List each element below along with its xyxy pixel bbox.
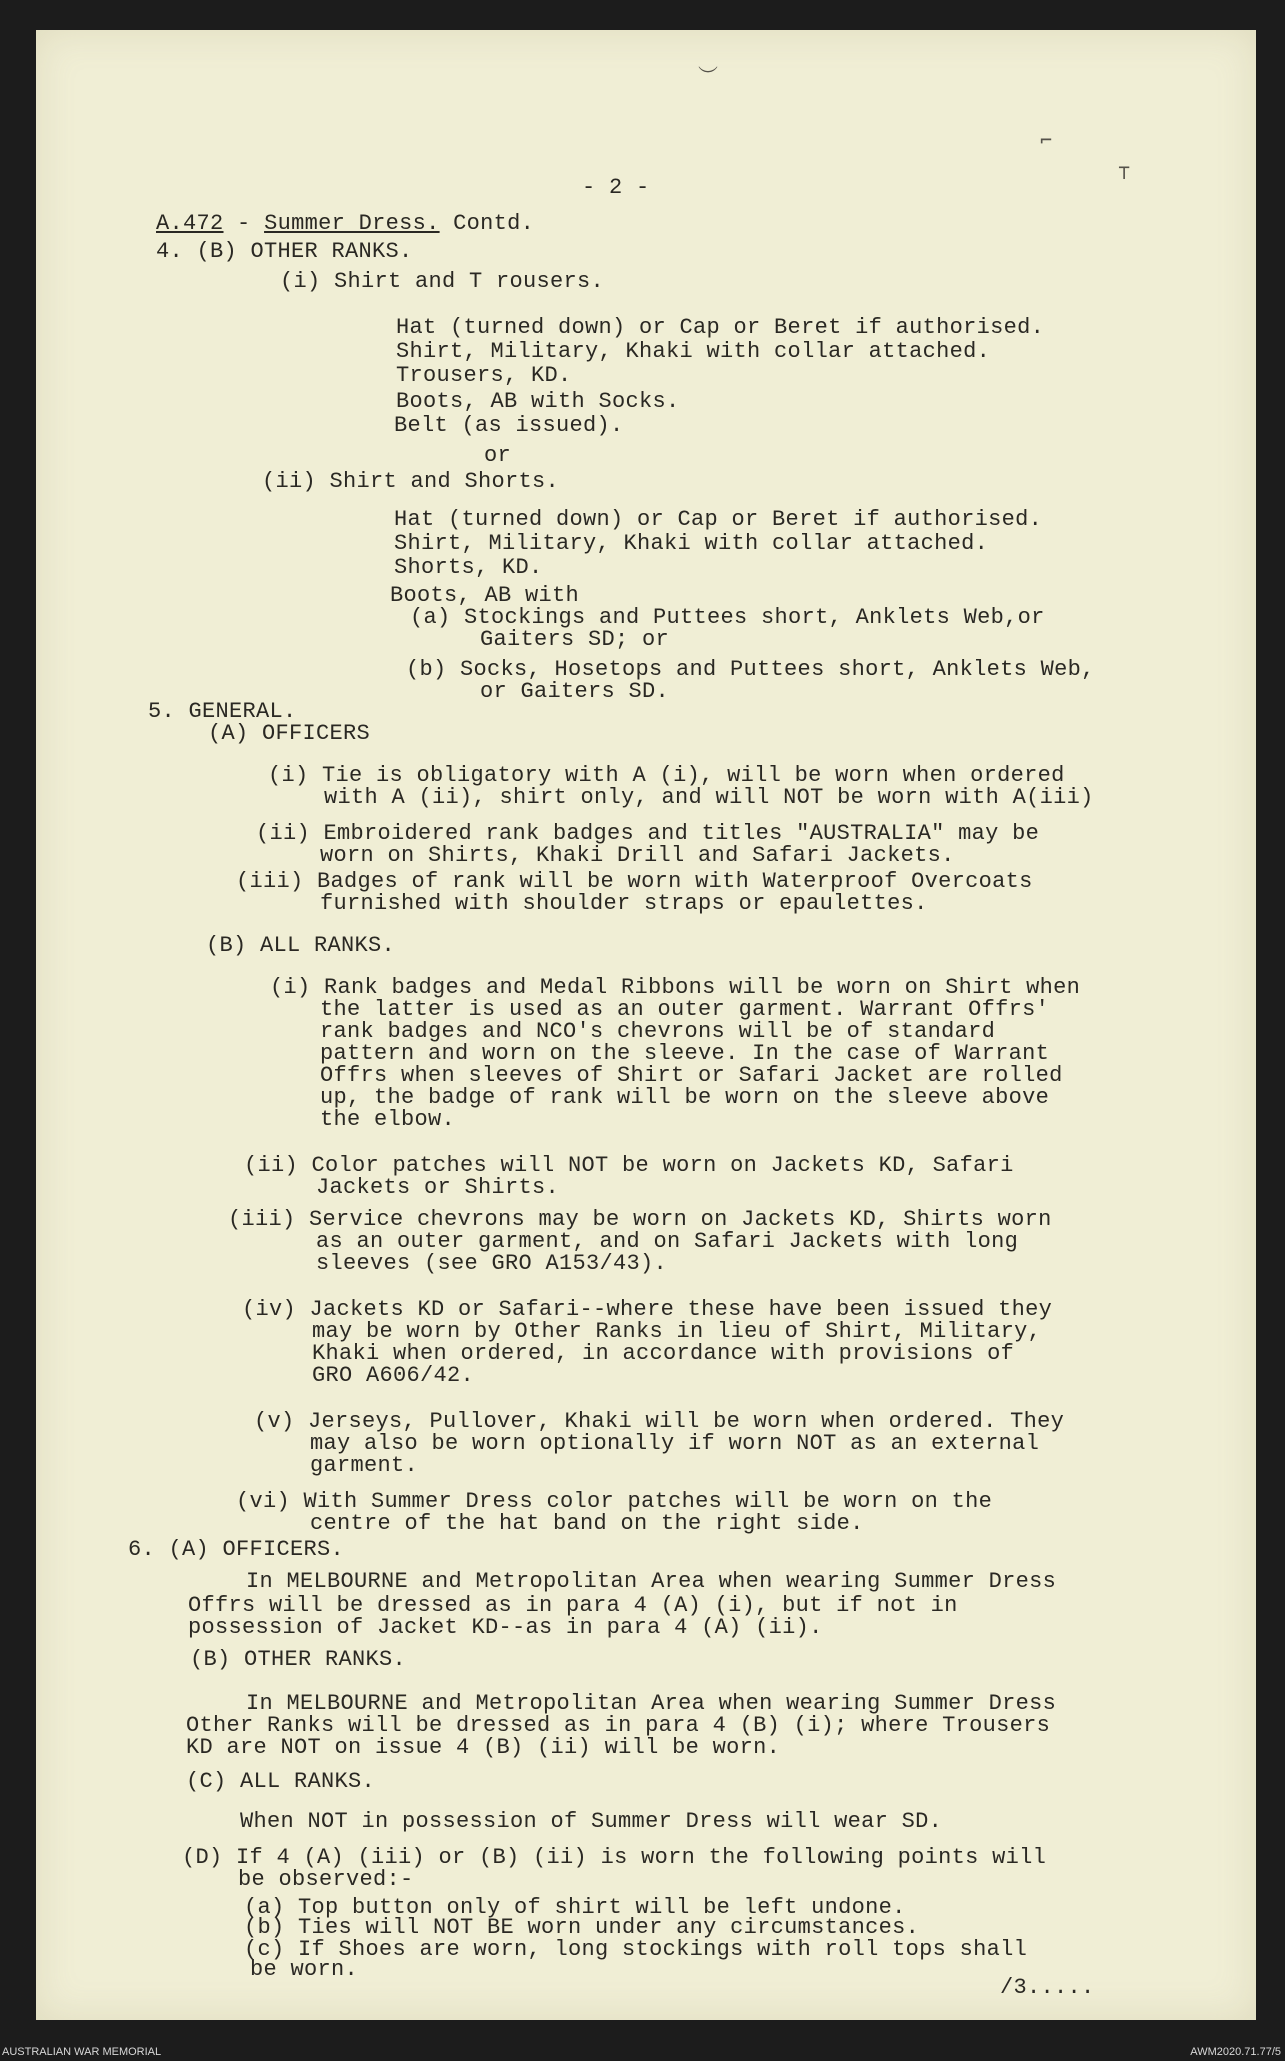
heading-title: Summer Dress.	[264, 211, 440, 236]
text-line: or Gaiters SD.	[480, 679, 670, 704]
text-line: (B) ALL RANKS.	[206, 933, 396, 958]
text-line: (i) Rank badges and Medal Ribbons will be worn on Shirt when	[270, 975, 1081, 1000]
text-line: worn on Shirts, Khaki Drill and Safari Jackets.	[320, 843, 955, 868]
text-line: Shirt, Military, Khaki with collar attached.	[394, 531, 989, 556]
text-line: garment.	[310, 1453, 419, 1478]
text-line: possession of Jacket KD--as in para 4 (A) (ii).	[188, 1615, 823, 1640]
text-line: furnished with shoulder straps or epaulettes.	[320, 891, 928, 916]
text-line: 5. GENERAL.	[148, 699, 297, 724]
text-line: Jackets or Shirts.	[316, 1175, 560, 1200]
text-line: (C) ALL RANKS.	[186, 1769, 376, 1794]
text-line: GRO A606/42.	[312, 1363, 475, 1388]
text-line: Shirt, Military, Khaki with collar attached.	[396, 339, 991, 364]
text-line: (v) Jerseys, Pullover, Khaki will be worn when ordered. They	[254, 1409, 1065, 1434]
text-line: Boots, AB with	[390, 583, 580, 608]
text-line: Offrs will be dressed as in para 4 (A) (i), but if not in	[188, 1593, 958, 1618]
text-line: (ii) Shirt and Shorts.	[262, 469, 560, 494]
text-line: In MELBOURNE and Metropolitan Area when wearing Summer Dress	[246, 1691, 1057, 1716]
text-line: Belt (as issued).	[394, 413, 624, 438]
text-line: (ii) Embroidered rank badges and titles "AUSTRALIA" may be	[256, 821, 1040, 846]
text-line: pattern and worn on the sleeve. In the case of Warrant	[320, 1041, 1050, 1066]
pencil-mark: ⌐	[1040, 128, 1053, 152]
text-line: (ii) Color patches will NOT be worn on Jackets KD, Safari	[244, 1153, 1014, 1178]
text-line: sleeves (see GRO A153/43).	[316, 1251, 668, 1276]
footer-right: AWM2020.71.77/5	[1190, 2046, 1281, 2058]
text-line: KD are NOT on issue 4 (B) (ii) will be worn.	[186, 1735, 781, 1760]
text-line: Trousers, KD.	[396, 363, 572, 388]
text-line: (iii) Service chevrons may be worn on Jackets KD, Shirts worn	[228, 1207, 1052, 1232]
text-line: rank badges and NCO's chevrons will be of standard	[320, 1019, 996, 1044]
heading-dash: -	[237, 211, 251, 236]
text-line: (b) Ties will NOT BE worn under any circumstances.	[244, 1915, 920, 1940]
text-line: (iii) Badges of rank will be worn with Waterproof Overcoats	[236, 869, 1033, 894]
footer-left: AUSTRALIAN WAR MEMORIAL	[2, 2046, 162, 2058]
text-line: the elbow.	[320, 1107, 456, 1132]
text-line: be observed:-	[238, 1867, 414, 1892]
text-line: /3.....	[1000, 1975, 1095, 2000]
text-line: be worn.	[250, 1957, 359, 1982]
heading-ref: A.472	[156, 211, 224, 236]
text-line: as an outer garment, and on Safari Jackets with long	[316, 1229, 1019, 1254]
text-line: (iv) Jackets KD or Safari--where these have been issued they	[242, 1297, 1053, 1322]
text-line: When NOT in possession of Summer Dress will wear SD.	[240, 1809, 943, 1834]
text-line: (i) Tie is obligatory with A (i), will be worn when ordered	[268, 763, 1065, 788]
text-line: (a) Top button only of shirt will be left undone.	[244, 1895, 906, 1920]
text-line: Shorts, KD.	[394, 555, 543, 580]
text-line: the latter is used as an outer garment. Warrant Offrs'	[320, 997, 1050, 1022]
text-line: Gaiters SD; or	[480, 627, 670, 652]
text-line: Boots, AB with Socks.	[396, 389, 680, 414]
heading	[156, 212, 534, 236]
text-line: may be worn by Other Ranks in lieu of Shirt, Military,	[312, 1319, 1042, 1344]
text-line: may also be worn optionally if worn NOT as an external	[310, 1431, 1040, 1456]
text-line: or	[484, 443, 512, 468]
text-line: (c) If Shoes are worn, long stockings with roll tops shall	[244, 1937, 1028, 1962]
text-line: (i) Shirt and T rousers.	[280, 269, 605, 294]
text-line: Khaki when ordered, in accordance with provisions of	[312, 1341, 1015, 1366]
text-line: (B) OTHER RANKS.	[190, 1647, 407, 1672]
text-line: (A) OFFICERS	[208, 721, 371, 746]
page-number: - 2 -	[582, 175, 650, 200]
text-line: (vi) With Summer Dress color patches will be worn on the	[236, 1489, 993, 1514]
text-line: In MELBOURNE and Metropolitan Area when wearing Summer Dress	[246, 1569, 1057, 1594]
text-line: centre of the hat band on the right side.	[310, 1511, 864, 1536]
text-line: Hat (turned down) or Cap or Beret if authorised.	[396, 315, 1045, 340]
text-line: Offrs when sleeves of Shirt or Safari Jacket are rolled	[320, 1063, 1063, 1088]
text-line: (a) Stockings and Puttees short, Anklets Web,or	[410, 605, 1045, 630]
text-line: (D) If 4 (A) (iii) or (B) (ii) is worn the following points will	[182, 1845, 1047, 1870]
pencil-mark: ⊤	[1118, 160, 1131, 184]
text-line: 6. (A) OFFICERS.	[128, 1537, 345, 1562]
heading-contd: Contd.	[453, 211, 535, 236]
text-line: Other Ranks will be dressed as in para 4 (B) (i); where Trousers	[186, 1713, 1051, 1738]
text-line: Hat (turned down) or Cap or Beret if authorised.	[394, 507, 1043, 532]
text-line: 4. (B) OTHER RANKS.	[156, 239, 413, 264]
text-line: up, the badge of rank will be worn on the sleeve above	[320, 1085, 1050, 1110]
pencil-mark: ︶	[698, 64, 718, 88]
text-line: with A (ii), shirt only, and will NOT be worn with A(iii)	[324, 785, 1094, 810]
text-line: (b) Socks, Hosetops and Puttees short, Anklets Web,	[406, 657, 1095, 682]
